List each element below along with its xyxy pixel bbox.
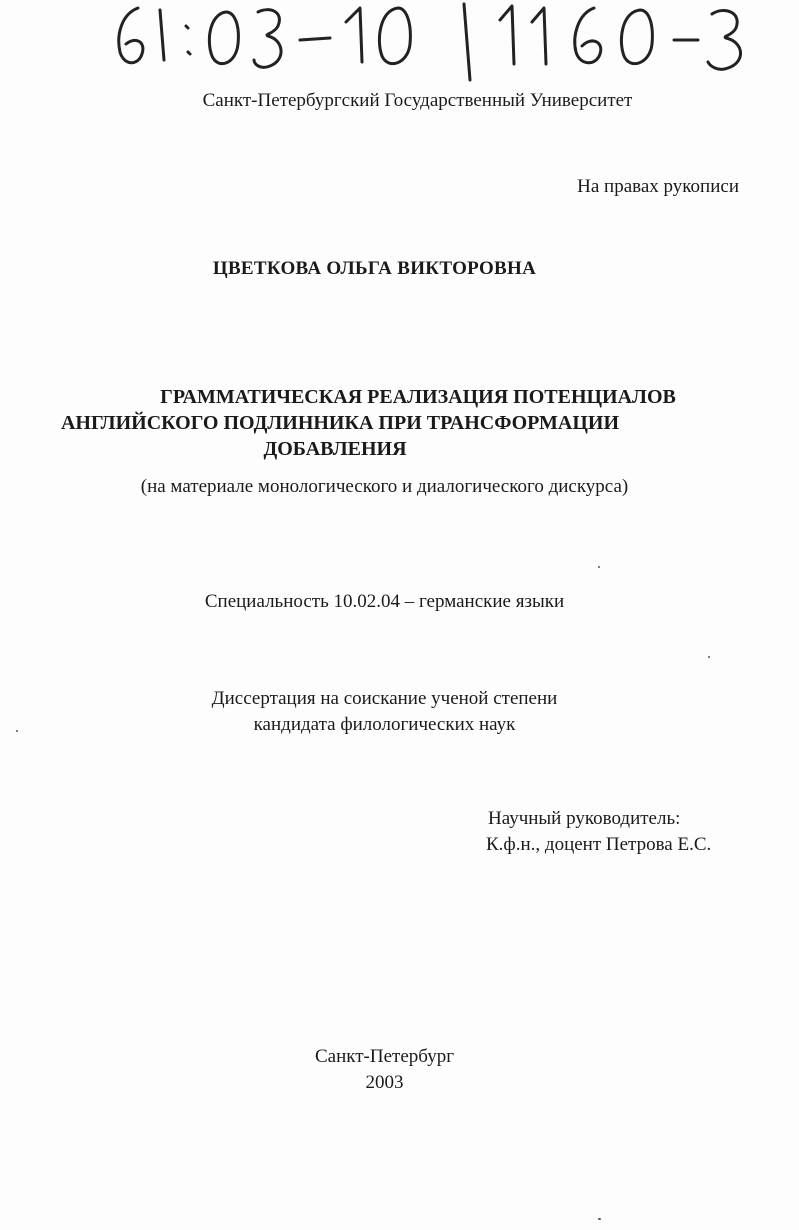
dissertation-title	[60, 384, 740, 462]
title-line-1: ГРАММАТИЧЕСКАЯ РЕАЛИЗАЦИЯ ПОТЕНЦИАЛОВ	[160, 386, 676, 408]
title-line-3: ДОБАВЛЕНИЯ	[263, 438, 407, 460]
place-and-year	[0, 1044, 799, 1096]
university-name: Санкт-Петербургский Государственный Университет	[202, 90, 633, 111]
scientific-advisor	[488, 806, 711, 858]
advisor-label: Научный руководитель:	[488, 808, 681, 829]
degree-line-2: кандидата филологических наук	[253, 714, 516, 735]
year: 2003	[365, 1072, 404, 1093]
specialty-line: Специальность 10.02.04 – германские языки	[204, 591, 565, 612]
degree-line-1: Диссертация на соискание ученой степени	[211, 688, 558, 709]
advisor-name: К.ф.н., доцент Петрова Е.С.	[486, 834, 712, 855]
dissertation-subtitle: (на материале монологического и диалогического дискурса)	[140, 476, 629, 497]
handwritten-stamp-graphic	[108, 0, 768, 82]
scan-speck	[708, 656, 710, 658]
author-name: ЦВЕТКОВА ОЛЬГА ВИКТОРОВНА	[212, 258, 537, 279]
scan-speck	[598, 1218, 601, 1220]
degree-statement	[0, 686, 799, 738]
city: Санкт-Петербург	[314, 1046, 454, 1067]
manuscript-rights-note: На правах рукописи	[577, 176, 739, 197]
title-line-2: АНГЛИЙСКОГО ПОДЛИННИКА ПРИ ТРАНСФОРМАЦИИ	[60, 412, 620, 434]
scan-speck	[598, 566, 600, 568]
handwritten-catalog-number	[108, 0, 768, 82]
scan-speck	[16, 730, 18, 732]
